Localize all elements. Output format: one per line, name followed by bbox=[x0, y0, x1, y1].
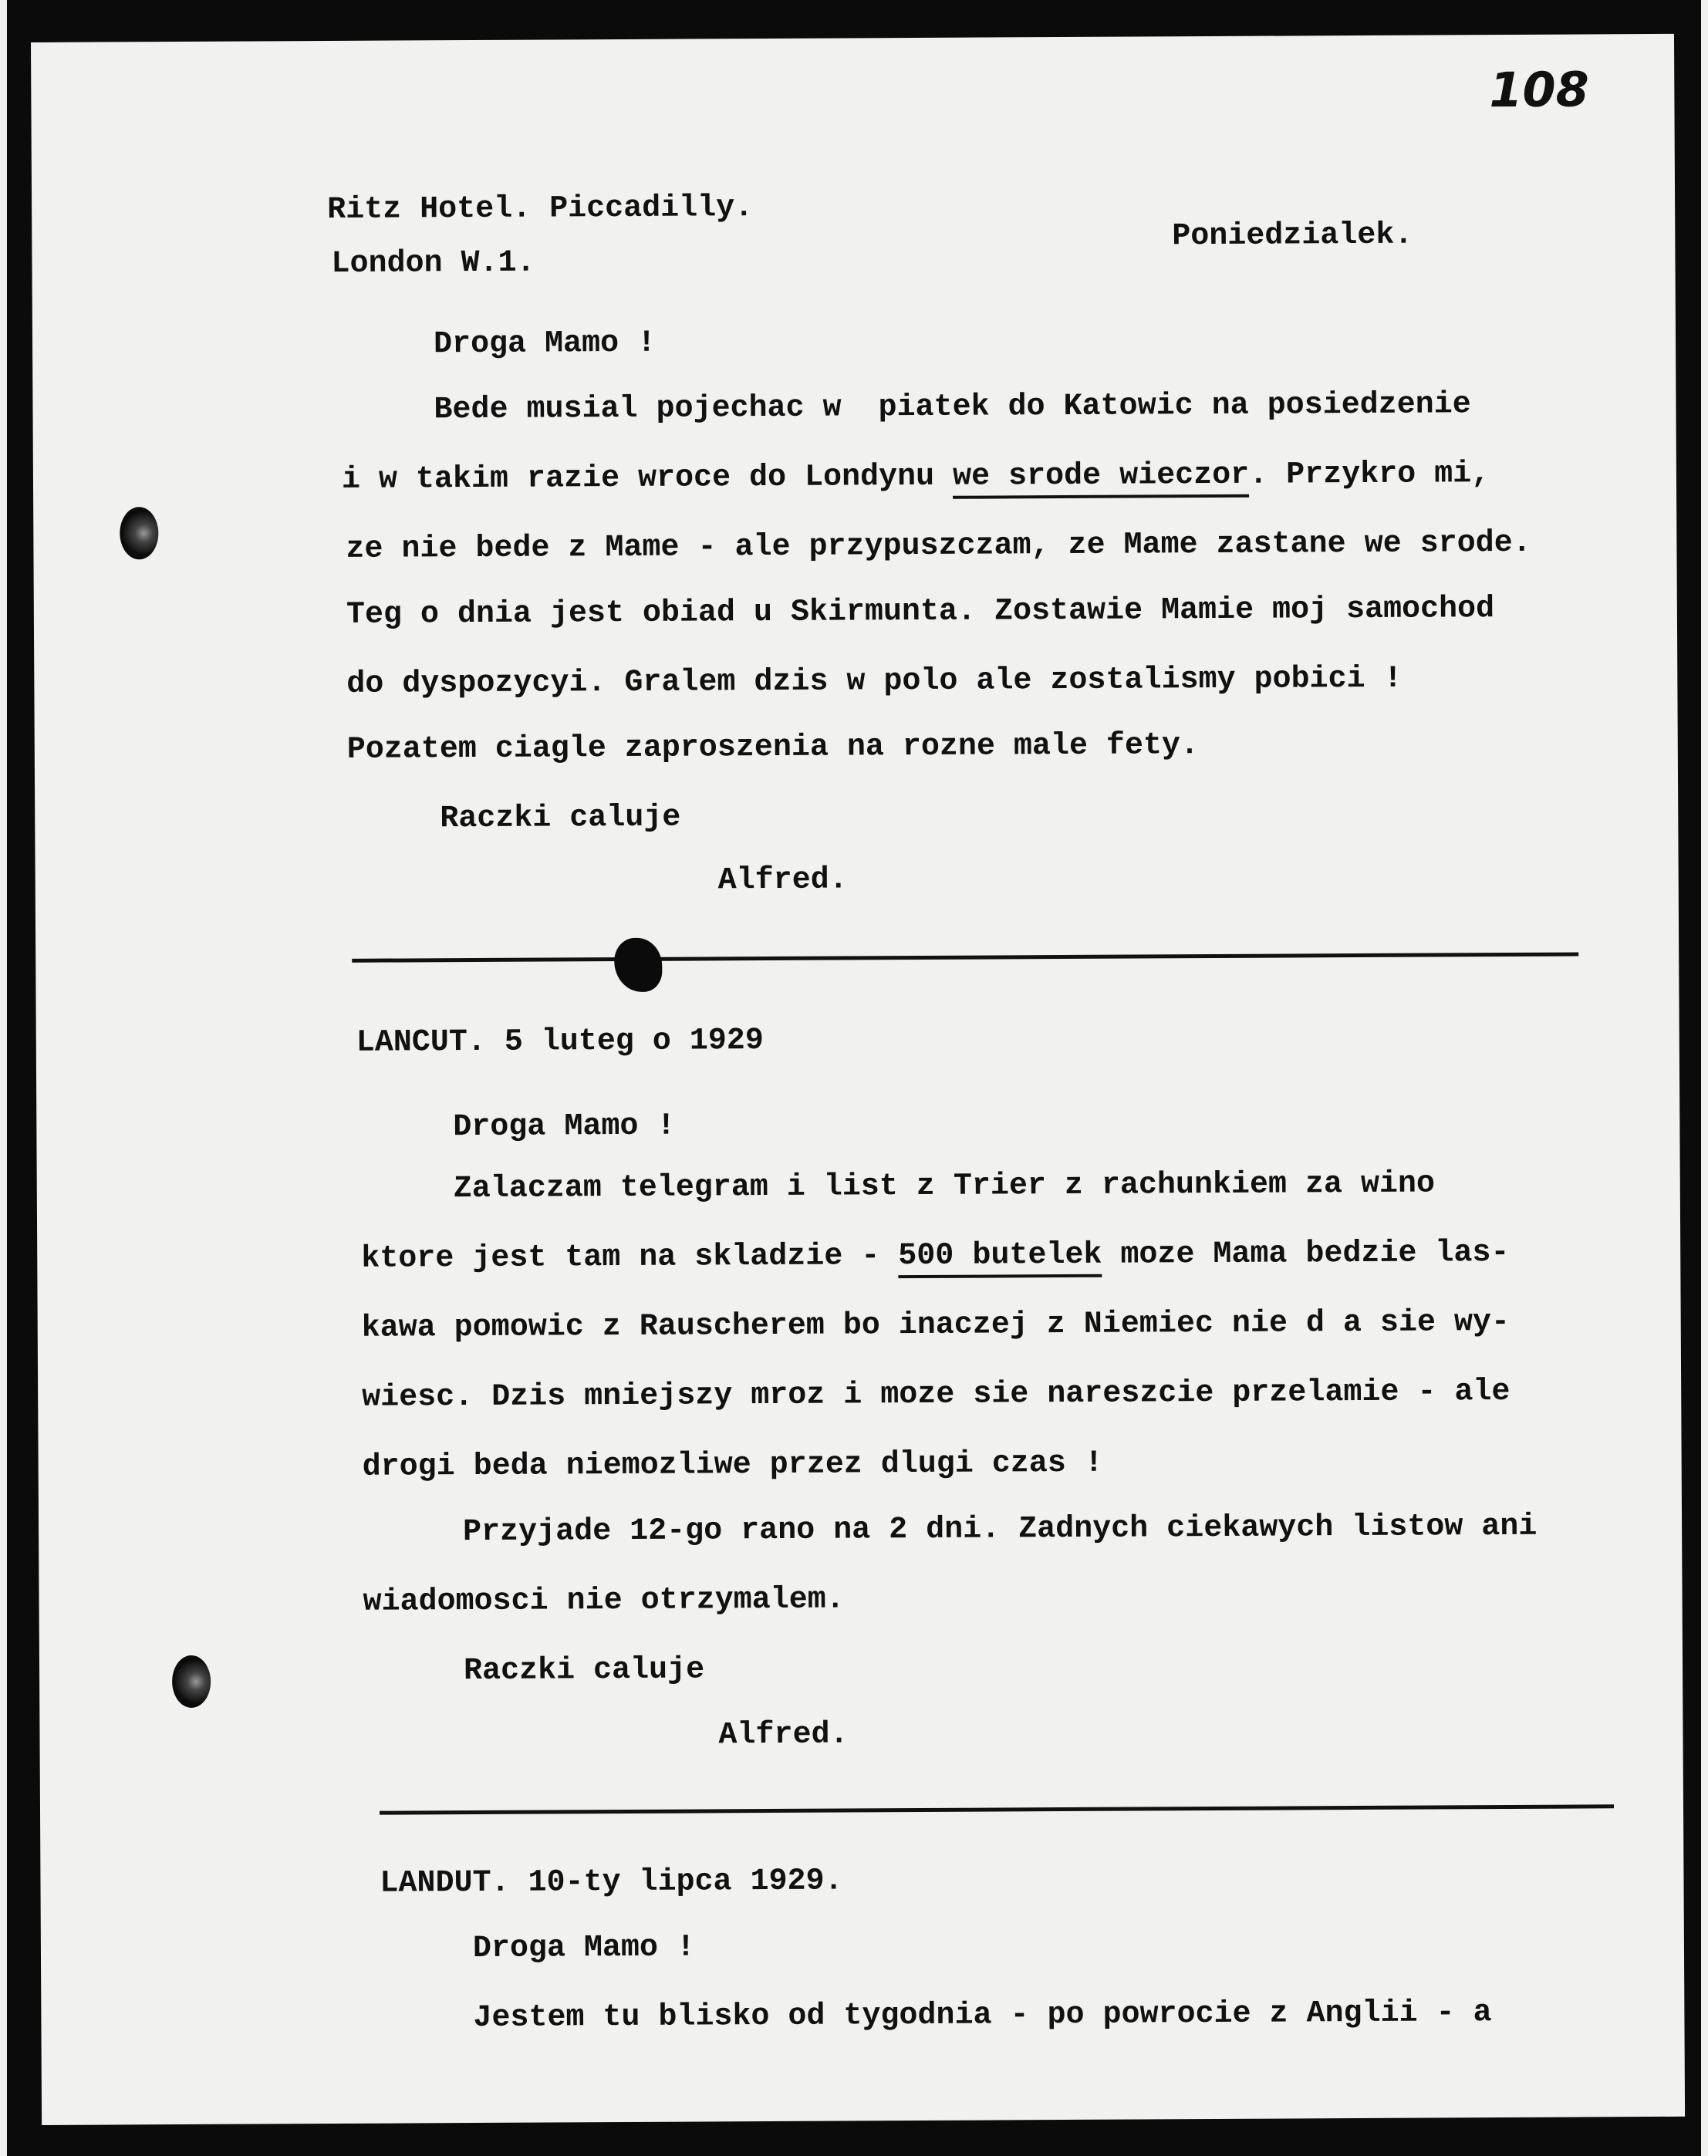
closing: Raczki caluje bbox=[440, 800, 681, 837]
punch-hole-top bbox=[120, 507, 158, 559]
body-line: ze nie bede z Mame - ale przypuszczam, ze Mame zastane we srode. bbox=[346, 525, 1531, 567]
ink-blot bbox=[614, 938, 662, 992]
signature: Alfred. bbox=[718, 1717, 849, 1753]
sender-address-line-2: London W.1. bbox=[331, 245, 535, 282]
salutation: Droga Mamo ! bbox=[433, 326, 657, 363]
divider-line bbox=[380, 1804, 1614, 1814]
body-line: do dyspozycyi. Gralem dzis w polo ale zostalismy pobici ! bbox=[346, 661, 1403, 702]
body-line: Jestem tu blisko od tygodnia - po powrocie z Anglii - a bbox=[473, 1996, 1492, 2036]
body-line: Pozatem ciagle zaproszenia na rozne male fety. bbox=[346, 728, 1200, 768]
letter-day: Poniedzialek. bbox=[1172, 218, 1413, 255]
body-line: i w takim razie wroce do Londynu we srode wieczor. Przykro mi, bbox=[341, 457, 1490, 498]
page-number: 108 bbox=[1489, 61, 1589, 119]
letter-date: LANDUT. 10-ty lipca 1929. bbox=[380, 1864, 843, 1901]
body-line: wiesc. Dzis mniejszy mroz i moze sie nareszcie przelamie - ale bbox=[362, 1374, 1511, 1415]
divider-line bbox=[352, 953, 1578, 963]
letter-date: LANCUT. 5 luteg o 1929 bbox=[356, 1024, 765, 1061]
typed-letter-page bbox=[31, 34, 1685, 2125]
body-line: Przyjade 12-go rano na 2 dni. Zadnych ciekawych listow ani bbox=[463, 1509, 1538, 1550]
body-line: drogi beda niemozliwe przez dlugi czas ! bbox=[362, 1446, 1103, 1485]
body-line: Bede musial pojechac w piatek do Katowic na posiedzenie bbox=[434, 387, 1471, 428]
signature: Alfred. bbox=[717, 862, 848, 899]
body-line: kawa pomowic z Rauscherem bo inaczej z Niemiec nie d a sie wy- bbox=[361, 1304, 1511, 1346]
punch-hole-bottom bbox=[172, 1655, 211, 1708]
underlined-phrase: 500 butelek bbox=[898, 1238, 1102, 1278]
body-line: ktore jest tam na skladzie - 500 butelek moze Mama bedzie las- bbox=[361, 1238, 1509, 1275]
film-edge-right bbox=[1701, 0, 1708, 2156]
body-line: Teg o dnia jest obiad u Skirmunta. Zostawie Mamie moj samochod bbox=[346, 592, 1495, 633]
salutation: Droga Mamo ! bbox=[453, 1108, 676, 1145]
underlined-phrase: we srode wieczor bbox=[953, 458, 1249, 499]
body-line: wiadomosci nie otrzymalem. bbox=[363, 1582, 845, 1620]
closing: Raczki caluje bbox=[463, 1652, 705, 1689]
film-edge-left bbox=[0, 0, 7, 2156]
sender-address-line-1: Ritz Hotel. Piccadilly. bbox=[327, 191, 754, 228]
salutation: Droga Mamo ! bbox=[472, 1930, 696, 1967]
body-line: Zalaczam telegram i list z Trier z rachunkiem za wino bbox=[453, 1166, 1436, 1207]
